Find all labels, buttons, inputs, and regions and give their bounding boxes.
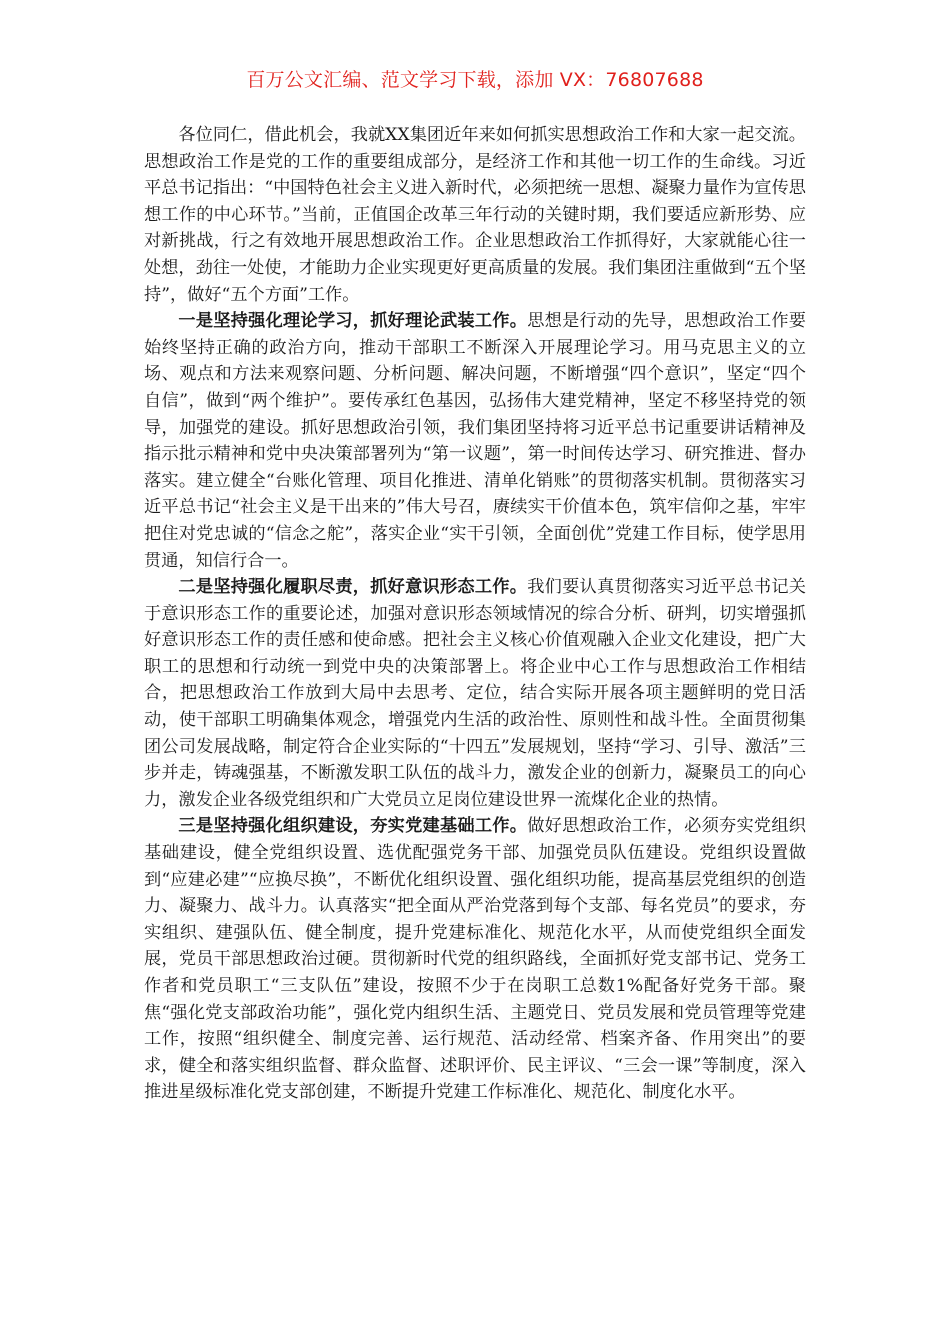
- document-body: [144, 122, 806, 1106]
- paragraph-heading: 一是坚持强化理论学习，抓好理论武装工作。: [178, 311, 528, 332]
- paragraph-section-3: [144, 813, 806, 1106]
- paragraph-text: 我们要认真贯彻落实习近平总书记关于意识形态工作的重要论述，加强对意识形态领域情况的综合分析、研判，切实增强抓好意识形态工作的责任感和使命感。把社会主义核心价值观融入企业文化建设，把广大职工的思想和行动统一到党中央的决策部署上。将企业中心工作与思想政治工作相结合，把思想政治工作放到大局中去思考、定位，结合实际开展各项主题鲜明的党日活动，使干部职工明确集体观念，增强党内生活的政治性、原则性和战斗性。全面贯彻集团公司发展战略，制定符合企业实际的“十四五”发展规划，坚持“学习、引导、激活”三步并走，铸魂强基，不断激发职工队伍的战斗力，激发企业的创新力，凝聚员工的向心力，激发企业各级党组织和广大党员立足岗位建设世界一流煤化企业的热情。: [144, 577, 806, 810]
- header-banner: 百万公文汇编、范文学习下载，添加 VX：76807688: [246, 69, 704, 91]
- paragraph-heading: 三是坚持强化组织建设，夯实党建基础工作。: [178, 816, 528, 837]
- paragraph-intro: [144, 122, 806, 308]
- paragraph-text: 各位同仁，借此机会，我就XX集团近年来如何抓实思想政治工作和大家一起交流。思想政治工作是党的工作的重要组成部分，是经济工作和其他一切工作的生命线。习近平总书记指出：“中国特色社会主义进入新时代，必须把统一思想、凝聚力量作为宣传思想工作的中心环节。”当前，正值国企改革三年行动的关键时期，我们要适应新形势、应对新挑战，行之有效地开展思想政治工作。企业思想政治工作抓得好，大家就能心往一处想，劲往一处使，才能助力企业实现更好更高质量的发展。我们集团注重做到“五个坚持”，做好“五个方面”工作。: [144, 125, 806, 305]
- paragraph-section-1: [144, 308, 806, 574]
- paragraph-text: 思想是行动的先导，思想政治工作要始终坚持正确的政治方向，推动干部职工不断深入开展理论学习。用马克思主义的立场、观点和方法来观察问题、分析问题、解决问题，不断增强“四个意识”，坚定“四个自信”，做到“两个维护”。要传承红色基因，弘扬伟大建党精神，坚定不移坚持党的领导，加强党的建设。抓好思想政治引领，我们集团坚持将习近平总书记重要讲话精神及指示批示精神和党中央决策部署列为“第一议题”，第一时间传达学习、研究推进、督办落实。建立健全“台账化管理、项目化推进、清单化销账”的贯彻落实机制。贯彻落实习近平总书记“社会主义是干出来的”伟大号召，赓续实干价值本色，筑牢信仰之基，牢牢把住对党忠诚的“信念之舵”，落实企业“实干引领，全面创优”党建工作目标，使学思用贯通，知信行合一。: [144, 311, 806, 571]
- paragraph-section-2: [144, 574, 806, 813]
- paragraph-text: 做好思想政治工作，必须夯实党组织基础建设，健全党组织设置、选优配强党务干部、加强党员队伍建设。党组织设置做到“应建必建”“应换尽换”，不断优化组织设置、强化组织功能，提高基层党组织的创造力、凝聚力、战斗力。认真落实“把全面从严治党落到每个支部、每名党员”的要求，夯实组织、建强队伍、健全制度，提升党建标准化、规范化水平，从而使党组织全面发展，党员干部思想政治过硬。贯彻新时代党的组织路线，全面抓好党支部书记、党务工作者和党员职工“三支队伍”建设，按照不少于在岗职工总数1%配备好党务干部。聚焦“强化党支部政治功能”，强化党内组织生活、主题党日、党员发展和党员管理等党建工作，按照“组织健全、制度完善、运行规范、活动经常、档案齐备、作用突出”的要求，健全和落实组织监督、群众监督、述职评价、民主评议、“三会一课”等制度，深入推进星级标准化党支部创建，不断提升党建工作标准化、规范化、制度化水平。: [144, 816, 806, 1103]
- paragraph-heading: 二是坚持强化履职尽责，抓好意识形态工作。: [178, 577, 528, 598]
